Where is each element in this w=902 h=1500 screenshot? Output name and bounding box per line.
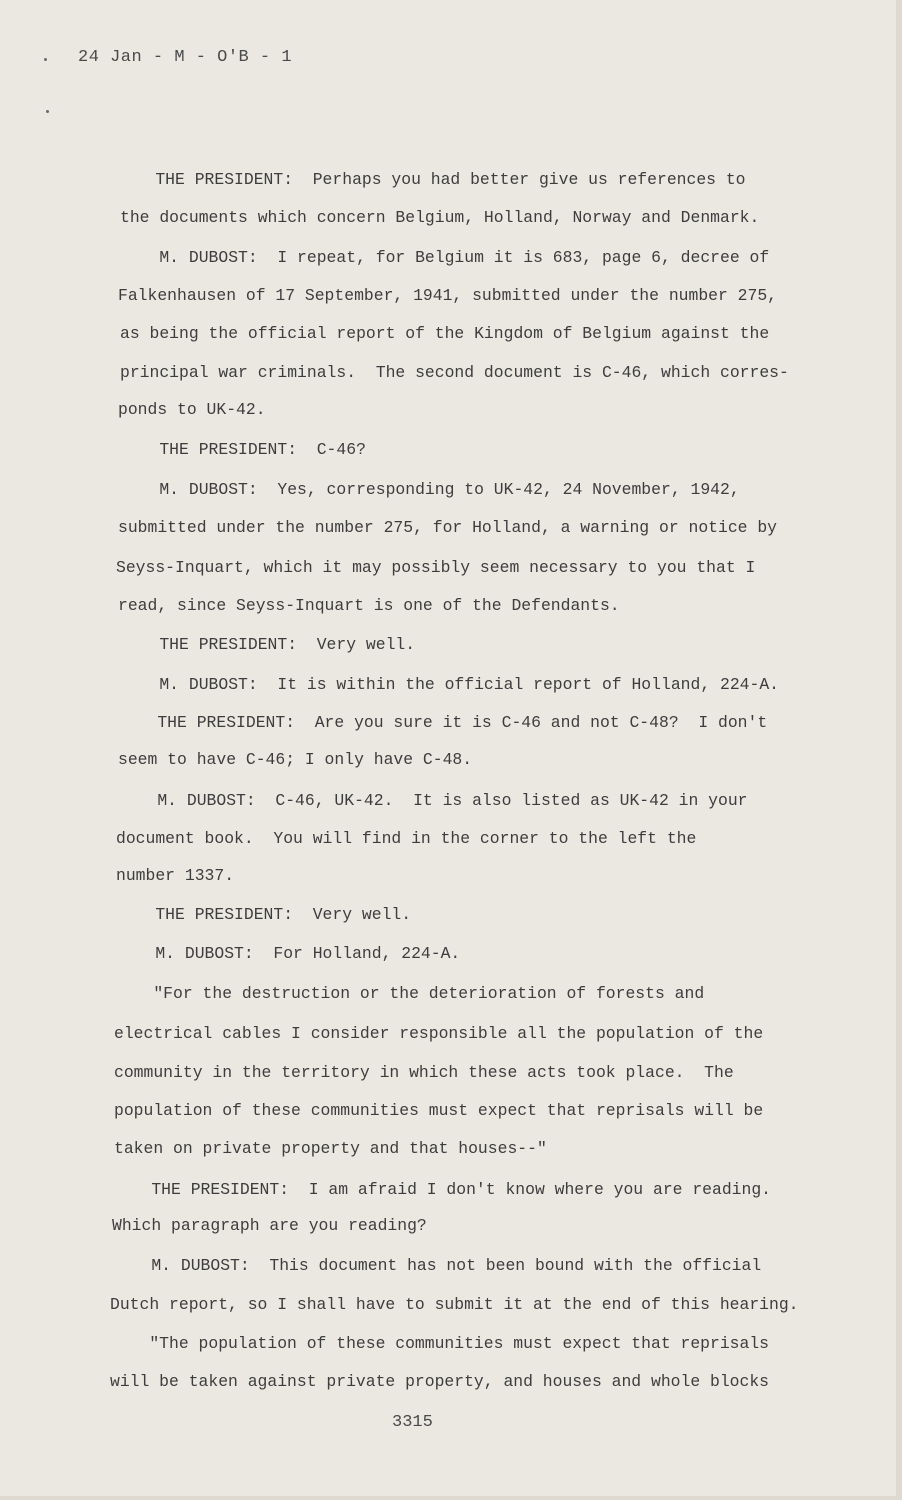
page-number: 3315: [392, 1413, 433, 1432]
transcript-line: read, since Seyss-Inquart is one of the Defendants.: [118, 596, 620, 615]
transcript-line: "For the destruction or the deterioration of forests and: [114, 984, 705, 1003]
transcript-line: document book. You will find in the corner to the left the: [116, 829, 697, 848]
transcript-line: M. DUBOST: C-46, UK-42. It is also listed as UK-42 in your: [118, 791, 748, 810]
transcript-line: Falkenhausen of 17 September, 1941, submitted under the number 275,: [118, 286, 778, 305]
transcript-line: THE PRESIDENT: Very well.: [120, 635, 416, 654]
transcript-line: taken on private property and that houses--": [114, 1139, 547, 1158]
margin-mark: [44, 58, 47, 61]
transcript-line: the documents which concern Belgium, Holland, Norway and Denmark.: [120, 208, 760, 227]
transcript-line: Dutch report, so I shall have to submit it at the end of this hearing.: [110, 1295, 799, 1314]
transcript-line: M. DUBOST: For Holland, 224-A.: [116, 944, 461, 963]
transcript-line: "The population of these communities must expect that reprisals: [110, 1334, 770, 1353]
transcript-line: M. DUBOST: It is within the official report of Holland, 224-A.: [120, 675, 780, 694]
transcript-line: population of these communities must expect that reprisals will be: [114, 1101, 764, 1120]
transcript-line: THE PRESIDENT: I am afraid I don't know where you are reading.: [112, 1180, 772, 1199]
transcript-line: THE PRESIDENT: C-46?: [120, 440, 366, 459]
transcript-line: THE PRESIDENT: Are you sure it is C-46 and not C-48? I don't: [118, 713, 768, 732]
transcript-line: M. DUBOST: This document has not been bound with the official: [112, 1256, 762, 1275]
margin-mark: [46, 110, 49, 113]
page-header-reference: 24 Jan - M - O'B - 1: [78, 48, 293, 67]
transcript-line: community in the territory in which these acts took place. The: [114, 1063, 734, 1082]
transcript-line: M. DUBOST: I repeat, for Belgium it is 683, page 6, decree of: [120, 248, 770, 267]
transcript-line: ponds to UK-42.: [118, 400, 266, 419]
transcript-line: will be taken against private property, and houses and whole blocks: [110, 1372, 770, 1391]
transcript-line: M. DUBOST: Yes, corresponding to UK-42, 24 November, 1942,: [120, 480, 740, 499]
transcript-line: THE PRESIDENT: Perhaps you had better give us references to: [116, 170, 746, 189]
transcript-line: THE PRESIDENT: Very well.: [116, 905, 412, 924]
transcript-line: Which paragraph are you reading?: [112, 1216, 427, 1235]
transcript-line: seem to have C-46; I only have C-48.: [118, 750, 473, 769]
transcript-line: number 1337.: [116, 866, 235, 885]
transcript-line: Seyss-Inquart, which it may possibly seem necessary to you that I: [116, 558, 756, 577]
transcript-line: electrical cables I consider responsible all the population of the: [114, 1024, 764, 1043]
transcript-line: submitted under the number 275, for Holland, a warning or notice by: [118, 518, 778, 537]
transcript-line: principal war criminals. The second document is C-46, which corres-: [120, 363, 789, 382]
transcript-line: as being the official report of the Kingdom of Belgium against the: [120, 324, 770, 343]
